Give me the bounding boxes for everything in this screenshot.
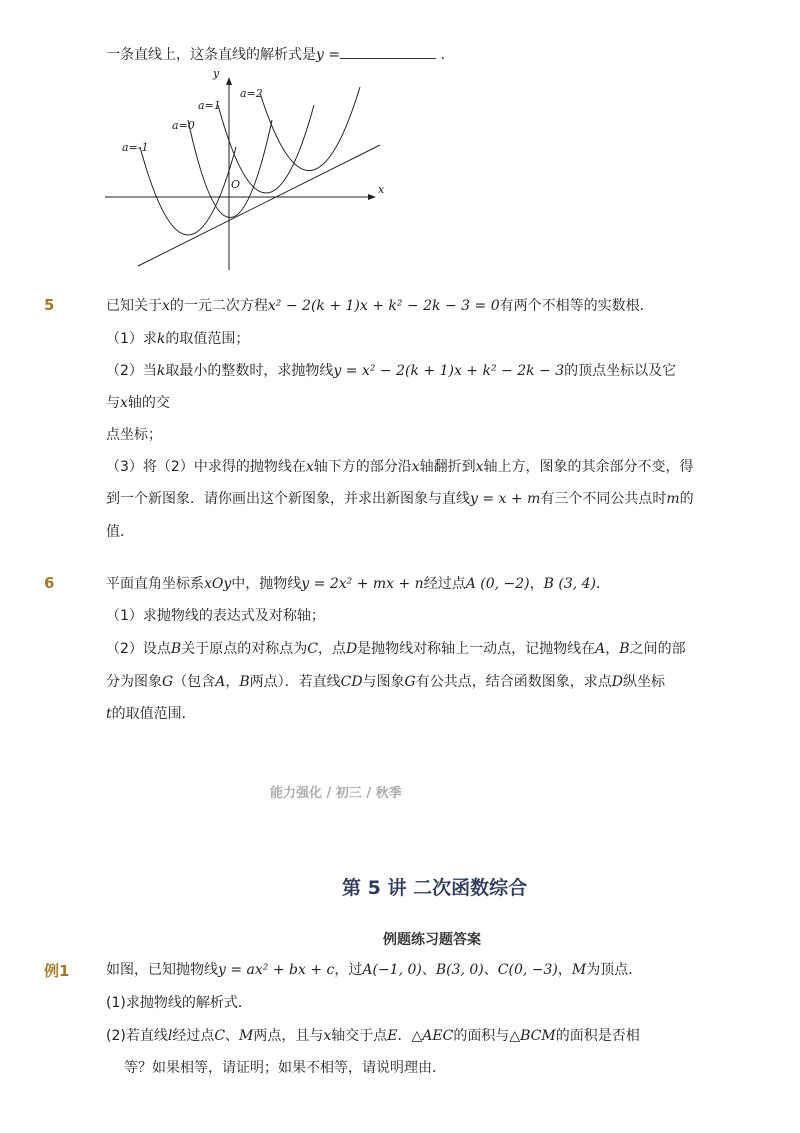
math-var: G xyxy=(404,674,416,690)
text: 经过点 xyxy=(172,1028,215,1044)
math-triangle: △BCM xyxy=(509,1028,556,1044)
text: （3）将（2）中求得的抛物线在 xyxy=(106,459,306,475)
text: 轴翻折到 xyxy=(419,459,476,475)
text: 取最小的整数时，求抛物线 xyxy=(165,363,334,379)
text: 轴交于点 xyxy=(331,1028,388,1044)
math-var: G xyxy=(162,674,174,690)
text: 与 xyxy=(106,395,120,411)
q5-line-2 xyxy=(106,329,249,349)
math-var: A xyxy=(595,641,606,657)
text: （1）求 xyxy=(106,331,157,347)
math-var: D xyxy=(611,674,623,690)
q5-line-5: 点坐标； xyxy=(106,427,162,443)
math-var: x xyxy=(411,459,420,475)
q5-line-6 xyxy=(106,457,694,477)
math-var: B xyxy=(170,641,182,657)
ex1-line-3 xyxy=(106,1026,640,1046)
curve-label-a-2: a=2 xyxy=(240,87,263,100)
q6-line-1 xyxy=(106,574,610,594)
q5-line-4 xyxy=(106,393,170,413)
curve-label-a-0: a=0 xyxy=(172,119,195,132)
page-footer: 能力强化 / 初三 / 秋季 xyxy=(270,786,402,801)
section-subtitle: 例题练习题答案 xyxy=(383,932,481,948)
text: (2)若直线 xyxy=(106,1028,168,1044)
text: ， xyxy=(605,641,620,657)
text: ， xyxy=(529,576,544,592)
text: ． xyxy=(397,1028,412,1044)
math-var: M xyxy=(571,962,587,978)
text: 纵坐标 xyxy=(622,674,665,690)
q5-line-3 xyxy=(106,361,676,381)
text: 是抛物线对称轴上一动点，记抛物线在 xyxy=(357,641,596,657)
text: 为顶点． xyxy=(586,962,643,978)
math-var: C xyxy=(307,641,318,657)
text: 轴上方，图象的其余部分不变，得 xyxy=(483,459,694,475)
text: 的取值范围； xyxy=(165,331,250,347)
q6-line-3 xyxy=(106,639,686,659)
text: 两点）．若直线 xyxy=(249,674,341,690)
text: 的一元二次方程 xyxy=(169,298,268,314)
math-var: x xyxy=(305,459,314,475)
text: 的面积是否相 xyxy=(555,1028,640,1044)
curve-label-a-1: a=1 xyxy=(198,99,221,112)
math-eq: = xyxy=(323,47,341,63)
question-number-5: 5 xyxy=(44,296,55,314)
math-var: x xyxy=(475,459,484,475)
math-point: B(3, 0) xyxy=(435,962,484,978)
text: ， xyxy=(557,962,572,978)
math-var: M xyxy=(239,1028,254,1044)
math-eq: y = ax² + bx + c xyxy=(218,962,335,978)
text: 平面直角坐标系 xyxy=(106,576,204,592)
math-var: k xyxy=(156,363,166,379)
text: 、 xyxy=(421,962,436,978)
lecture-title: 第 5 讲 二次函数综合 xyxy=(342,877,528,899)
math-var: CD xyxy=(340,674,363,690)
text: 有三个不同公共点时 xyxy=(540,491,667,507)
question-number-6: 6 xyxy=(44,574,55,592)
q6-line-4 xyxy=(106,672,665,692)
math-var: A xyxy=(215,674,226,690)
math-var: E xyxy=(387,1028,398,1044)
parabola-a-neg1 xyxy=(140,147,236,235)
q6-line-5 xyxy=(106,704,196,724)
text: 有两个不相等的实数根． xyxy=(499,298,654,314)
y-axis-label: y xyxy=(213,67,220,80)
ex1-line-4: 等？如果相等，请证明；如果不相等，请说明理由． xyxy=(124,1060,446,1076)
math-eq: x² − 2(k + 1)x + k² − 2k − 3 = 0 xyxy=(267,298,500,314)
q5-line-8: 值． xyxy=(106,524,134,540)
text: ，过 xyxy=(334,962,363,978)
math-var: l xyxy=(167,1028,173,1044)
math-var: x xyxy=(323,1028,332,1044)
text: 已知关于 xyxy=(106,298,162,314)
parabola-family-figure xyxy=(100,65,390,275)
text: （2）设点 xyxy=(106,641,171,657)
tangent-line xyxy=(138,145,380,266)
text: （2）当 xyxy=(106,363,157,379)
math-var: D xyxy=(345,641,358,657)
text: 轴的交 xyxy=(127,395,170,411)
math-var: t xyxy=(106,706,112,722)
text: 有公共点，结合函数图象，求点 xyxy=(415,674,612,690)
math-var: B xyxy=(619,641,630,657)
text: 的顶点坐标以及它 xyxy=(564,363,677,379)
math-var: x xyxy=(120,395,128,411)
math-point: C(0, −3) xyxy=(497,962,558,978)
text: 分为图象 xyxy=(106,674,162,690)
text: 、 xyxy=(225,1028,240,1044)
text: 两点，且与 xyxy=(253,1028,324,1044)
y-axis-arrow xyxy=(226,77,232,85)
math-var: C xyxy=(214,1028,226,1044)
text: 、 xyxy=(483,962,498,978)
math-var: B xyxy=(239,674,250,690)
text: 到一个新图象．请你画出这个新图象，并求出新图象与直线 xyxy=(106,491,470,507)
math-eq: y = x² − 2(k + 1)x + k² − 2k − 3 xyxy=(333,363,565,379)
math-var: xOy xyxy=(204,576,232,592)
curve-label-a-neg1: a=-1 xyxy=(122,141,149,154)
answer-blank[interactable] xyxy=(340,46,436,59)
math-var: k xyxy=(156,331,166,347)
math-eq: y = 2x² + mx + n xyxy=(301,576,424,592)
ex1-line-1 xyxy=(106,960,642,980)
q5-line-7 xyxy=(106,489,694,509)
math-triangle: △AEC xyxy=(411,1028,454,1044)
parabola-a-2 xyxy=(260,87,360,171)
text: 轴下方的部分沿 xyxy=(313,459,412,475)
text: 关于原点的对称点为 xyxy=(181,641,308,657)
text: ，点 xyxy=(317,641,346,657)
q5-line-1 xyxy=(106,296,654,316)
q6-line-2: （1）求抛物线的表达式及对称轴； xyxy=(106,608,325,624)
math-var: m xyxy=(666,491,680,507)
text: 的面积与 xyxy=(453,1028,510,1044)
math-eq: y = x + m xyxy=(470,491,541,507)
text: 之间的部 xyxy=(629,641,686,657)
math-point: A (0, −2) xyxy=(465,576,530,592)
math-point: A(−1, 0) xyxy=(362,962,422,978)
ex1-line-2: (1)求抛物线的解析式． xyxy=(106,995,252,1011)
math-var: x xyxy=(162,298,170,314)
x-axis-arrow xyxy=(368,194,376,200)
text: 经过点 xyxy=(423,576,466,592)
text: （包含 xyxy=(173,674,216,690)
continuation-line xyxy=(106,45,445,65)
text: 一条直线上，这条直线的解析式是 xyxy=(106,47,316,63)
text: 的取值范围． xyxy=(111,706,196,722)
x-axis-label: x xyxy=(378,183,385,196)
text: 与图象 xyxy=(362,674,405,690)
origin-label: O xyxy=(231,178,241,191)
text: 的 xyxy=(679,491,694,507)
text: 如图，已知抛物线 xyxy=(106,962,218,978)
math-point: B (3, 4) xyxy=(543,576,597,592)
math-var: y xyxy=(316,47,324,63)
text: 中，抛物线 xyxy=(231,576,302,592)
text: . xyxy=(440,47,446,63)
example-label: 例1 xyxy=(44,962,70,980)
text: ， xyxy=(225,674,240,690)
text: ． xyxy=(596,576,611,592)
